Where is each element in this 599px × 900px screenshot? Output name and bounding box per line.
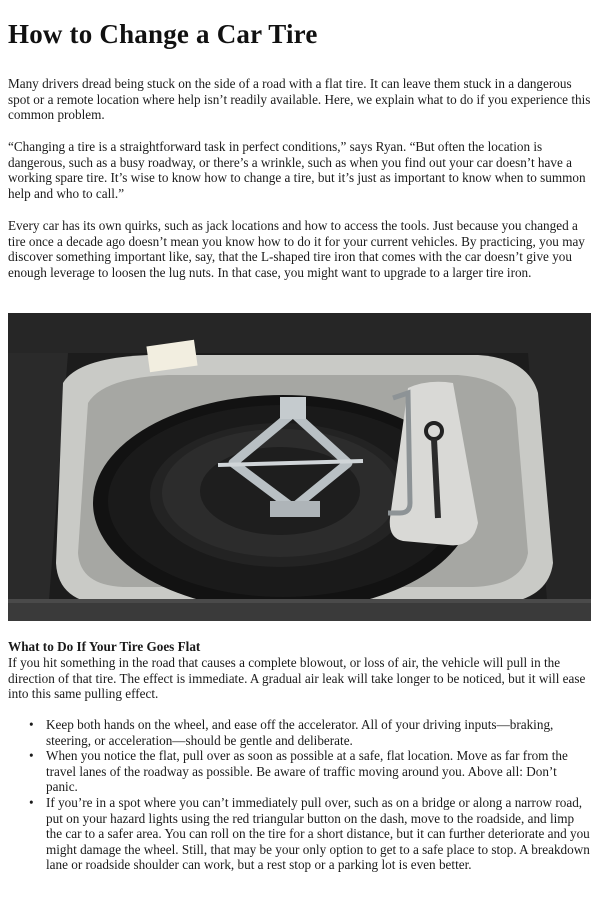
list-item-text: If you’re in a spot where you can’t immediately pull over, such as on a bridge or along a narrow road, put on your hazard lights using the red triangular button on the dash, move to the roadside, and limp the car to a safer area. You can roll on the tire for a short distance, but it can further deteriorate and you might damage the wheel. Still, that may be your only option to get to a safe place to stop. A breakdown lane or roadside shoulder can work, but a rest stop or a parking lot is even better. <box>46 794 590 873</box>
list-item-text: When you notice the flat, pull over as soon as possible at a safe, flat location. Move as far from the travel lanes of the roadway as possible. Be aware of traffic moving around you. Above all: Don’t panic. <box>46 748 568 795</box>
list-item <box>29 794 591 873</box>
quote-paragraph: “Changing a tire is a straightforward task in perfect conditions,” says Ryan. “But often the location is dangerous, such as a busy roadway, or there’s a wrinkle, such as when you find out your car doesn’t have a working spare tire. It’s wise to know how to change a tire, but it’s just as important to know when to summon help and who to call.” <box>8 139 586 201</box>
bullet-marker: • <box>29 794 34 810</box>
bullet-marker: • <box>29 748 34 764</box>
section-intro: If you hit something in the road that causes a complete blowout, or loss of air, the vehicle will pull in the direction of that tire. The effect is immediate. A gradual air leak will take longer to be noticed, but it will ease into this same pulling effect. <box>8 655 586 702</box>
quirks-paragraph: Every car has its own quirks, such as jack locations and how to access the tools. Just because you changed a tire once a decade ago doesn’t mean you know how to do it for your current vehicles. By practicing, you may discover something important like, say, that the L-shaped tire iron that comes with the car doesn’t give you enough leverage to loosen the lug nuts. In that case, you might want to upgrade to a larger tire iron. <box>8 218 585 280</box>
intro-paragraph: Many drivers dread being stuck on the side of a road with a flat tire. It can leave them stuck in a dangerous spot or a remote location where help isn’t readily available. Here, we explain what to do if you experience this common problem. <box>8 76 591 123</box>
flat-tire-steps-list <box>8 717 591 873</box>
list-item <box>29 748 591 795</box>
list-item-text: Keep both hands on the wheel, and ease off the accelerator. All of your driving inputs—braking, steering, or acceleration—should be gentle and deliberate. <box>46 717 554 748</box>
section-heading: What to Do If Your Tire Goes Flat <box>8 639 201 654</box>
spare-tire-trunk-photo <box>8 313 591 621</box>
list-item <box>29 717 591 748</box>
page-title: How to Change a Car Tire <box>8 19 318 49</box>
spare-tire-illustration <box>8 313 591 621</box>
bullet-marker: • <box>29 717 34 732</box>
